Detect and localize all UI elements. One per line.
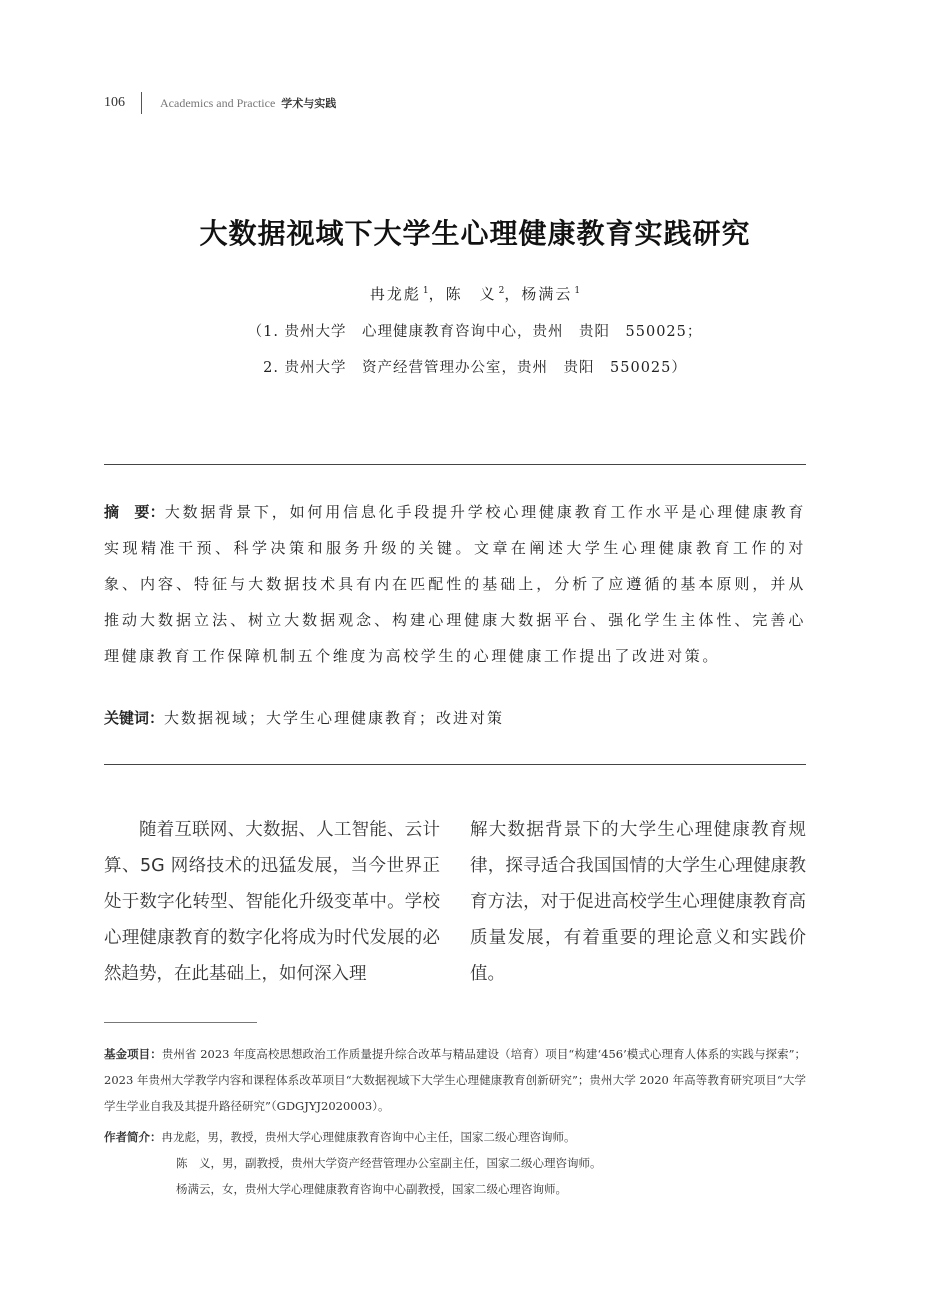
author-bio-line: 冉龙彪，男，教授，贵州大学心理健康教育咨询中心主任，国家二级心理咨询师。	[161, 1130, 576, 1144]
author-bio-line: 陈 义，男，副教授，贵州大学资产经营管理办公室副主任，国家二级心理咨询师。	[176, 1156, 602, 1170]
author-name: 杨满云	[521, 285, 573, 303]
funding-label: 基金项目：	[104, 1047, 162, 1061]
author-name: 陈 义	[445, 285, 497, 303]
affiliation-line: （1. 贵州大学 心理健康教育咨询中心，贵州 贵阳 550025；	[247, 324, 703, 340]
author-bio-label: 作者简介：	[104, 1130, 162, 1144]
body-paragraph: 解大数据背景下的大学生心理健康教育规律，探寻适合我国国情的大学生心理健康教育方法，对于促进高校学生心理健康教育高质量发展，有着重要的理论意义和实践价值。	[470, 820, 806, 984]
author-affiliation-mark: 2	[498, 286, 505, 296]
body-column-right	[470, 812, 806, 992]
author-bio-line: 杨满云，女，贵州大学心理健康教育咨询中心副教授，国家二级心理咨询师。	[176, 1182, 567, 1196]
author-affiliation-mark: 1	[422, 286, 429, 296]
page-number: 106	[104, 95, 125, 110]
journal-name-en: Academics and Practice	[160, 95, 276, 110]
body-paragraph: 随着互联网、大数据、人工智能、云计算、5G 网络技术的迅猛发展，当今世界正处于数字化转型、智能化升级变革中。学校心理健康教育的数字化将成为时代发展的必然趋势，在此基础上，如何深入理	[104, 820, 440, 984]
keywords	[104, 707, 806, 728]
author-list: 冉龙彪 $^1$，陈 义 $^2$，杨满云 $^1$	[369, 285, 581, 303]
author-bio-note	[104, 1124, 806, 1202]
running-header	[104, 92, 336, 114]
abstract-text: 大数据背景下，如何用信息化手段提升学校心理健康教育工作水平是心理健康教育实现精准干预、科学决策和服务升级的关键。文章在阐述大学生心理健康教育工作的对象、内容、特征与大数据技术具有内在匹配性的基础上，分析了应遵循的基本原则，并从推动大数据立法、树立大数据观念、构建心理健康大数据平台、强化学生主体性、完善心理健康教育工作保障机制五个维度为高校学生的心理健康工作提出了改进对策。	[104, 503, 806, 665]
body-column-left	[104, 812, 440, 992]
header-divider	[141, 92, 142, 114]
funding-text: 贵州省 2023 年度高校思想政治工作质量提升综合改革与精品建设（培育）项目“构建‘456’模式心理育人体系的实践与探索”；2023 年贵州大学教学内容和课程体系改革项目“大数据视域下大学生心理健康教育创新研究”；贵州大学 2020 年高等教育研究项目“大学学生学业自我及其提升路径研究”（GDGJYJ2020003）。	[104, 1047, 807, 1113]
funding-note	[104, 1041, 806, 1119]
author-affiliation-mark: 1	[574, 286, 581, 296]
keywords-label: 关键词：	[104, 709, 165, 727]
abstract-bottom-rule	[104, 764, 806, 765]
author-name: 冉龙彪	[369, 285, 421, 303]
abstract-top-rule	[104, 464, 806, 465]
footnote-rule	[104, 1022, 257, 1023]
abstract	[104, 494, 806, 674]
affiliation-line: 2. 贵州大学 资产经营管理办公室，贵州 贵阳 550025）	[263, 360, 687, 376]
journal-name-cn: 学术与实践	[281, 97, 337, 110]
article-title: 大数据视域下大学生心理健康教育实践研究	[199, 217, 751, 250]
keywords-text: 大数据视域；大学生心理健康教育；改进对策	[164, 709, 505, 727]
abstract-label: 摘 要：	[104, 503, 165, 521]
